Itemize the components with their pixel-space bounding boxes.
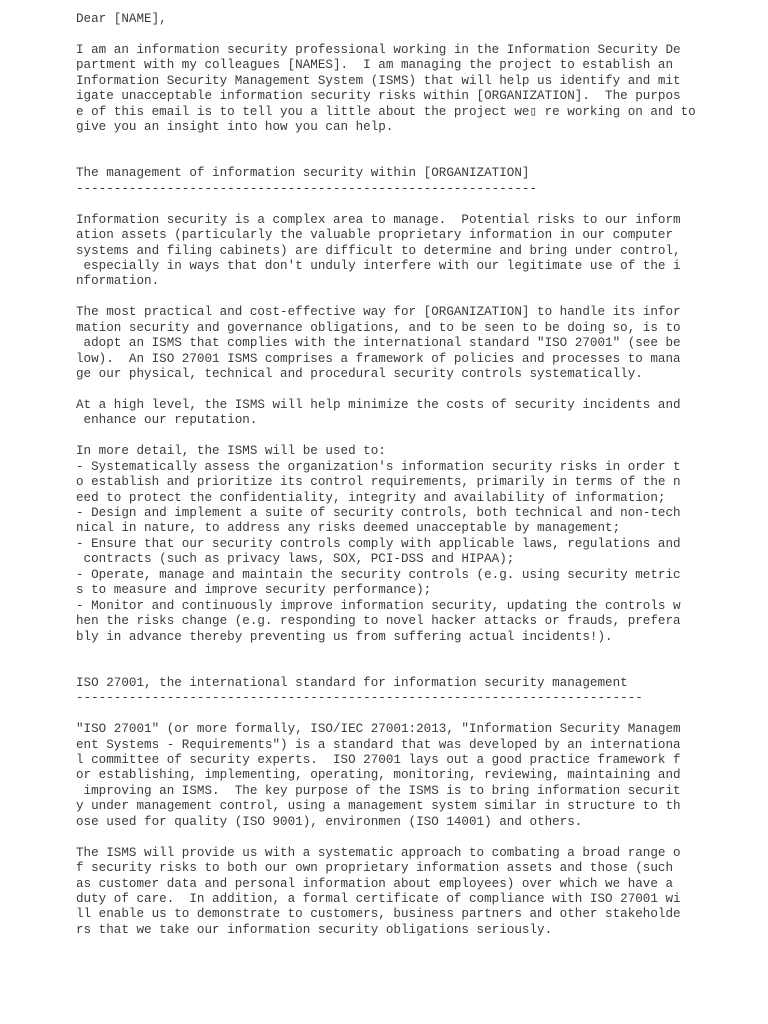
paragraph-line: "ISO 27001" (or more formally, ISO/IEC 27001:2013, "Information Security Managem bbox=[76, 722, 681, 737]
paragraph-line: At a high level, the ISMS will help minimize the costs of security incidents and bbox=[76, 397, 681, 412]
paragraph-line: especially in ways that don't unduly interfere with our legitimate use of the i bbox=[76, 259, 681, 273]
blank-line bbox=[76, 27, 756, 42]
intro-paragraph-line: Information Security Management System (ISMS) that will help us identify and mit bbox=[76, 73, 681, 88]
list-item-line: nical in nature, to address any risks deemed unacceptable by management; bbox=[76, 521, 621, 536]
blank-line bbox=[76, 383, 756, 398]
intro-paragraph-line: e of this email is to tell you a little about the project we▯ re working on and to bbox=[76, 104, 696, 119]
paragraph-line: ge our physical, technical and procedural security controls systematically. bbox=[76, 367, 643, 382]
paragraph-line: or establishing, implementing, operating, monitoring, reviewing, maintaining and bbox=[76, 768, 681, 783]
paragraph-line: low). An ISO 27001 ISMS comprises a framework of policies and processes to mana bbox=[76, 351, 681, 366]
intro-paragraph-line: I am an information security professional working in the Information Security De bbox=[76, 42, 681, 57]
blank-line bbox=[76, 136, 756, 151]
paragraph-line: f security risks to both our own proprietary information assets and those (such bbox=[76, 861, 674, 876]
paragraph-line: l committee of security experts. ISO 27001 lays out a good practice framework f bbox=[76, 753, 681, 767]
list-item-line: - Systematically assess the organization's information security risks in order t bbox=[76, 459, 681, 474]
blank-line bbox=[76, 290, 756, 305]
intro-paragraph-line: give you an insight into how you can help. bbox=[76, 120, 394, 135]
blank-line bbox=[76, 830, 756, 845]
list-item-line: - Design and implement a suite of security controls, both technical and non-tech bbox=[76, 506, 681, 520]
email-body-text bbox=[76, 12, 756, 938]
intro-paragraph-line: igate unacceptable information security risks within [ORGANIZATION]. The purpos bbox=[76, 89, 681, 104]
blank-line bbox=[76, 645, 756, 660]
paragraph-line: The most practical and cost-effective way for [ORGANIZATION] to handle its infor bbox=[76, 305, 681, 320]
paragraph-line: rs that we take our information security obligations seriously. bbox=[76, 922, 553, 937]
blank-line bbox=[76, 197, 756, 212]
paragraph-line: y under management control, using a management system similar in structure to th bbox=[76, 799, 681, 814]
list-item-line: o establish and prioritize its control requirements, primarily in terms of the n bbox=[76, 475, 681, 490]
paragraph-line: duty of care. In addition, a formal certificate of compliance with ISO 27001 wi bbox=[76, 891, 681, 906]
paragraph-line: ll enable us to demonstrate to customers, business partners and other stakeholde bbox=[76, 907, 681, 922]
paragraph-line: improving an ISMS. The key purpose of the ISMS is to bring information securit bbox=[76, 783, 681, 798]
heading-underline: ------------------------------------------------------------- bbox=[76, 181, 538, 196]
paragraph-line: as customer data and personal information about employees) over which we have a bbox=[76, 876, 674, 891]
paragraph-line: ent Systems - Requirements") is a standard that was developed by an internationa bbox=[76, 737, 681, 752]
paragraph-line: systems and filing cabinets) are difficult to determine and bring under control, bbox=[76, 243, 681, 258]
blank-line bbox=[76, 660, 756, 675]
list-item-line: - Monitor and continuously improve information security, updating the controls w bbox=[76, 598, 681, 613]
blank-line bbox=[76, 707, 756, 722]
paragraph-line: The ISMS will provide us with a systematic approach to combating a broad range o bbox=[76, 845, 681, 860]
blank-line bbox=[76, 429, 756, 444]
list-intro-line: In more detail, the ISMS will be used to: bbox=[76, 444, 386, 459]
list-item-line: - Operate, manage and maintain the security controls (e.g. using security metric bbox=[76, 567, 681, 582]
list-item-line: eed to protect the confidentiality, integrity and availability of information; bbox=[76, 490, 666, 505]
list-item-line: - Ensure that our security controls comply with applicable laws, regulations and bbox=[76, 536, 681, 551]
heading-underline: --------------------------------------------------------------------------- bbox=[76, 691, 643, 706]
list-item-line: bly in advance thereby preventing us from suffering actual incidents!). bbox=[76, 629, 613, 644]
paragraph-line: ose used for quality (ISO 9001), environmen (ISO 14001) and others. bbox=[76, 814, 583, 829]
paragraph-line: enhance our reputation. bbox=[76, 413, 258, 428]
paragraph-line: ation assets (particularly the valuable proprietary information in our computer bbox=[76, 228, 674, 243]
section-heading-iso27001: ISO 27001, the international standard for information security management bbox=[76, 675, 628, 690]
list-item-line: hen the risks change (e.g. responding to novel hacker attacks or frauds, prefera bbox=[76, 614, 681, 629]
blank-line bbox=[76, 151, 756, 166]
paragraph-line: Information security is a complex area to manage. Potential risks to our inform bbox=[76, 212, 681, 227]
paragraph-line: nformation. bbox=[76, 274, 160, 289]
paragraph-line: mation security and governance obligations, and to be seen to be doing so, is to bbox=[76, 320, 681, 335]
paragraph-line: adopt an ISMS that complies with the international standard "ISO 27001" (see be bbox=[76, 336, 681, 351]
list-item-line: contracts (such as privacy laws, SOX, PCI-DSS and HIPAA); bbox=[76, 552, 515, 567]
list-item-line: s to measure and improve security performance); bbox=[76, 583, 432, 598]
salutation-line: Dear [NAME], bbox=[76, 12, 167, 26]
section-heading-management: The management of information security within [ORGANIZATION] bbox=[76, 166, 530, 181]
intro-paragraph-line: partment with my colleagues [NAMES]. I am managing the project to establish an bbox=[76, 58, 674, 73]
